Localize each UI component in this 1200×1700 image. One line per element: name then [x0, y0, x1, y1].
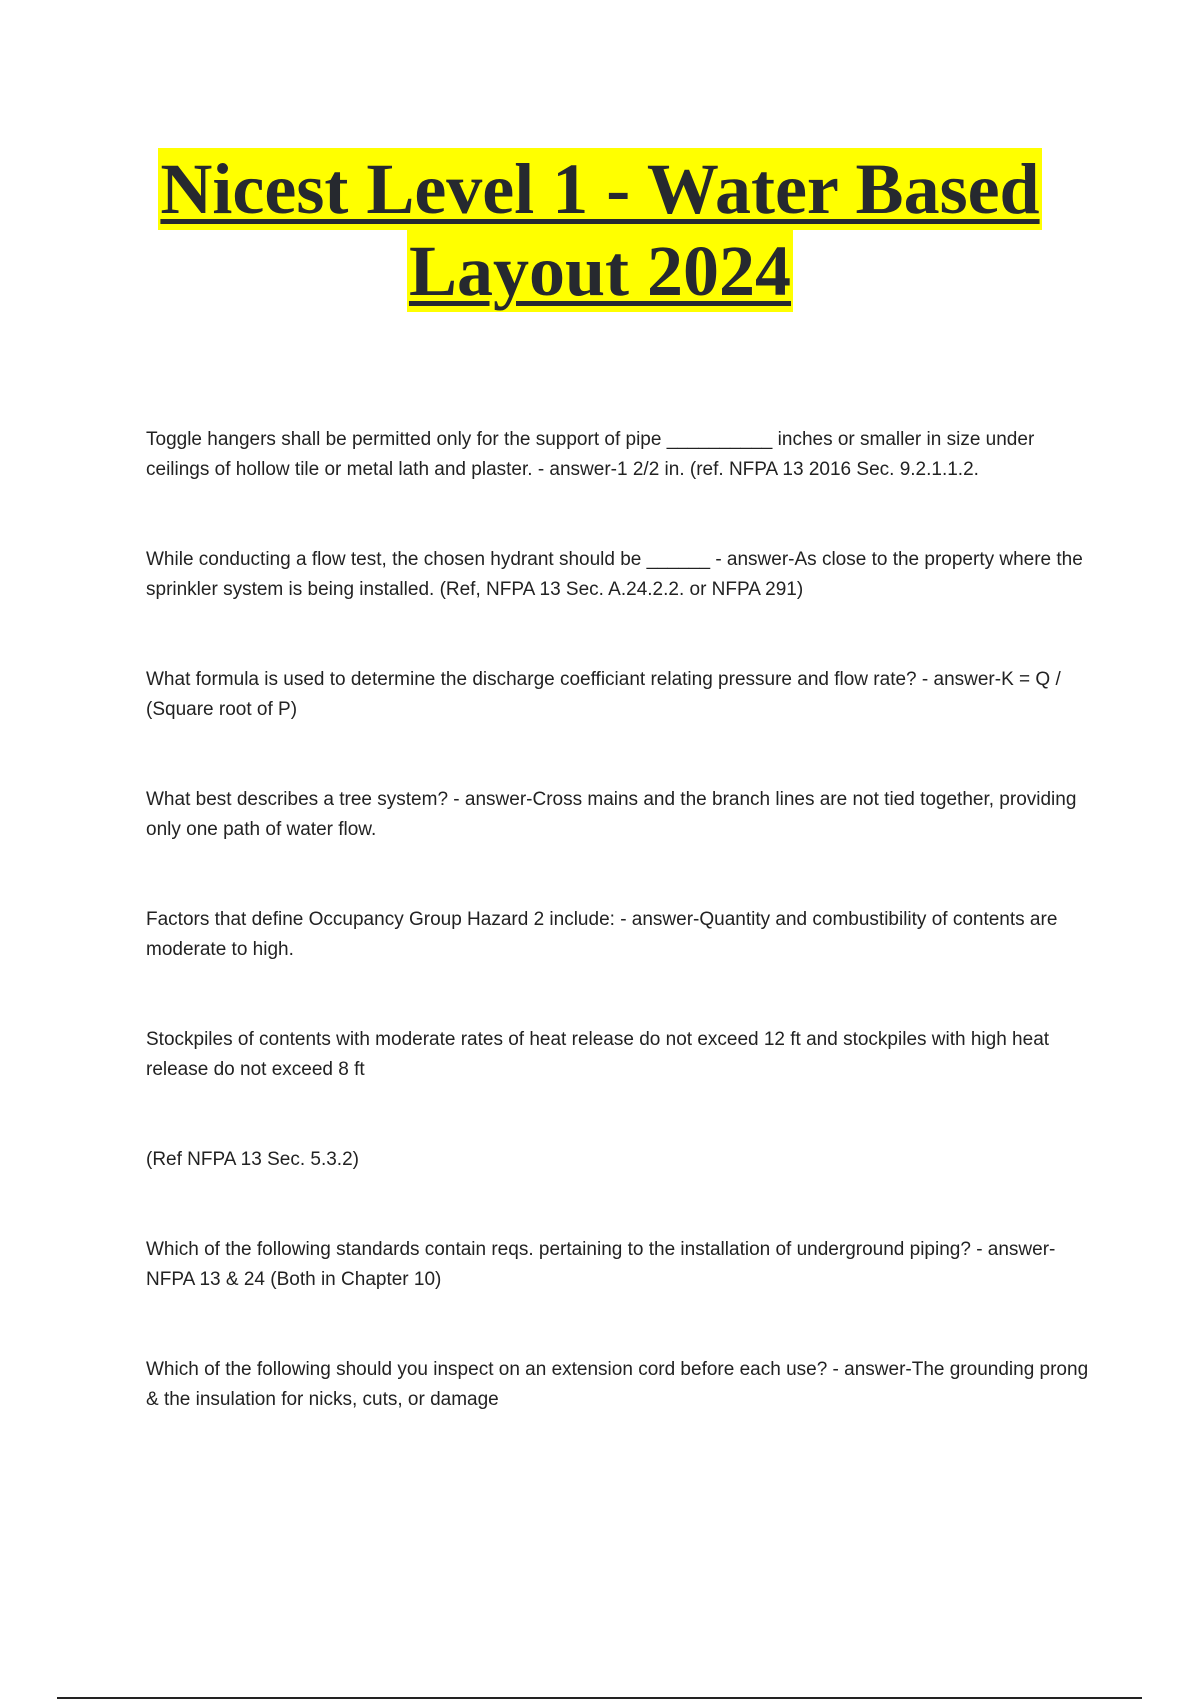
document-title: [0, 148, 1200, 312]
qa-item-occupancy-hazard: Factors that define Occupancy Group Hazard 2 include: - answer-Quantity and combustibility of contents are moderate to high.: [146, 909, 1058, 960]
qa-item-flow-test: While conducting a flow test, the chosen hydrant should be ______ - answer-As close to the property where the sprinkler system is being installed. (Ref, NFPA 13 Sec. A.24.2.2. or NFPA 291): [146, 549, 1083, 600]
page-bottom-rule: [57, 1697, 1142, 1699]
title-line-2: Layout 2024: [408, 231, 792, 311]
qa-item-discharge-formula: What formula is used to determine the discharge coefficiant relating pressure and flow rate? - answer-K = Q / (Square root of P): [146, 669, 1061, 720]
question-answer-list: [146, 425, 1101, 1475]
title-line-1: Nicest Level 1 - Water Based: [160, 149, 1040, 229]
qa-item-underground-piping: Which of the following standards contain reqs. pertaining to the installation of underground piping? - answer-NFPA 13 & 24 (Both in Chapter 10): [146, 1239, 1056, 1290]
qa-item-extension-cord: Which of the following should you inspect on an extension cord before each use? - answer-The grounding prong & the insulation for nicks, cuts, or damage: [146, 1359, 1089, 1410]
qa-item-stockpiles: Stockpiles of contents with moderate rates of heat release do not exceed 12 ft and stockpiles with high heat release do not exceed 8 ft: [146, 1029, 1050, 1080]
qa-item-toggle-hangers: Toggle hangers shall be permitted only for the support of pipe __________ inches or smaller in size under ceilings of hollow tile or metal lath and plaster. - answer-1 2/2 in. (ref. NFPA 13 2016 Sec. 9.2.1.1.2.: [146, 429, 1035, 480]
qa-item-reference: (Ref NFPA 13 Sec. 5.3.2): [146, 1149, 359, 1170]
qa-item-tree-system: What best describes a tree system? - answer-Cross mains and the branch lines are not tied together, providing only one path of water flow.: [146, 789, 1077, 840]
